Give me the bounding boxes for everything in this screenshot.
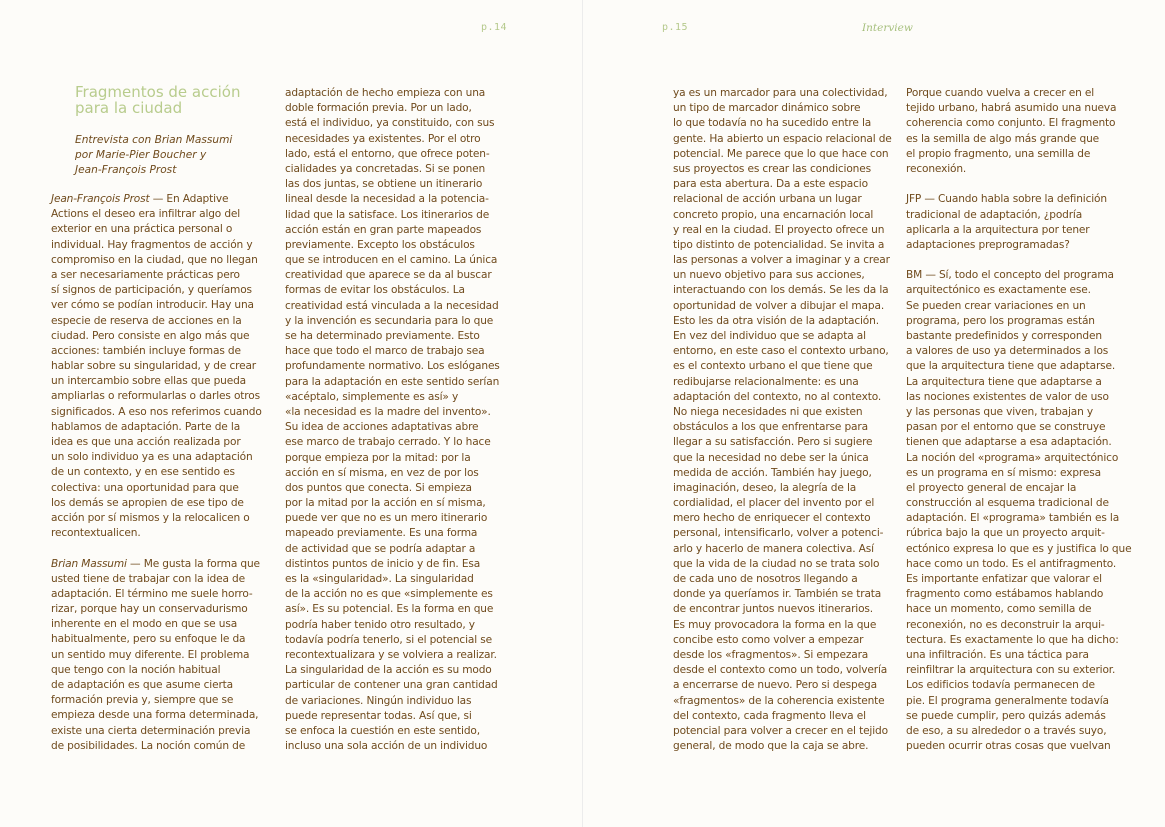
text-line: puede ver que no es un mero itinerario xyxy=(285,512,488,525)
text-line: rizar, porque hay un conservadurismo xyxy=(51,603,248,616)
text-line: formas de evitar los obstáculos. La xyxy=(285,284,465,297)
text-line: recontextualizara y se volviera a realizar. xyxy=(285,648,497,661)
text-line: usted tiene de trabajar con la idea de xyxy=(51,572,245,585)
text-line: llegar a su satisfacción. Pero si sugiere xyxy=(673,436,873,449)
text-line: a valores de uso ya determinados a los xyxy=(906,345,1109,358)
text-line: acción en sí misma, en vez de por los xyxy=(285,466,479,479)
text-column-2 xyxy=(285,86,500,754)
speaker-name: Brian Massumi xyxy=(51,557,127,570)
text-line: hace un momento, como semilla de xyxy=(906,603,1092,616)
text-line: sí signos de participación, y queríamos xyxy=(51,284,252,297)
text-line: recontextualicen. xyxy=(51,527,141,540)
text-line: desde el contexto como un todo, volvería xyxy=(673,664,888,677)
text-line: y real en la ciudad. El proyecto ofrece un xyxy=(673,223,885,236)
text-line: se puede cumplir, pero quizás además xyxy=(906,709,1106,722)
text-line: un tipo de marcador dinámico sobre xyxy=(673,102,861,115)
text-line: individual. Hay fragmentos de acción y xyxy=(51,238,253,251)
text-line: es un programa en sí mismo: expresa xyxy=(906,466,1101,479)
byline-line: por Marie-Pier Boucher y xyxy=(75,149,207,162)
text-column-3 xyxy=(673,86,892,754)
text-line: JFP — Cuando habla sobre la definición xyxy=(906,193,1107,206)
text-line: desde los «fragmentos». Si empezara xyxy=(673,648,869,661)
byline-line: Entrevista con Brian Massumi xyxy=(75,134,233,146)
text-line: un solo individuo ya es una adaptación xyxy=(51,451,253,464)
text-line: un nuevo objetivo para sus acciones, xyxy=(673,269,865,282)
article-title: Fragmentos de acción para la ciudad xyxy=(75,83,241,117)
text-line: previamente. Excepto los obstáculos xyxy=(285,238,475,251)
text-line: lo que todavía no ha sucedido entre la xyxy=(673,117,872,130)
text-column-4 xyxy=(906,86,1131,754)
text-line: formación previa y, siempre que se xyxy=(51,694,234,707)
text-line: rúbrica bajo la que un proyecto arquit- xyxy=(906,527,1105,540)
text-line: de eso, a su alrededor o a través suyo, xyxy=(906,724,1107,737)
text-line: mapeado previamente. Es una forma xyxy=(285,527,478,540)
text-line: que la necesidad no debe ser la única xyxy=(673,451,869,464)
text-line: adaptación de hecho empieza con una xyxy=(285,87,486,99)
text-line: creatividad está vinculada a la necesidad xyxy=(285,299,499,312)
text-line: dos puntos que conecta. Si empieza xyxy=(285,481,472,494)
page-gutter xyxy=(582,0,583,827)
text-line: redibujarse relacionalmente: es una xyxy=(673,375,859,388)
text-line: está el individuo, ya constituido, con sus xyxy=(285,117,495,130)
text-line: incluso una sola acción de un individuo xyxy=(285,740,488,753)
text-line: porque empieza por la mitad: por la xyxy=(285,451,471,464)
text-line: del contexto, cada fragmento lleva el xyxy=(673,709,866,722)
text-line: de cada uno de nosotros llegando a xyxy=(673,573,858,585)
text-line: todavía podría tenerlo, si el potencial se xyxy=(285,633,492,646)
text-line: podría haber tenido otro resultado, y xyxy=(285,618,475,631)
text-line: se enfoca la cuestión en este sentido, xyxy=(285,724,480,737)
text-line: especie de reserva de acciones en la xyxy=(51,314,242,327)
text-line: coherencia como conjunto. El fragmento xyxy=(906,117,1116,130)
text-line: de variaciones. Ningún individuo las xyxy=(285,694,472,707)
text-line: ampliarlas o reformularlas o darles otros xyxy=(51,390,260,403)
text-line: el propio fragmento, una semilla de xyxy=(906,147,1091,160)
text-line: de un contexto, y en ese sentido es xyxy=(51,466,235,479)
text-line: fragmento como estábamos hablando xyxy=(906,588,1104,601)
text-line: «acéptalo, simplemente es así» y xyxy=(285,390,459,403)
running-head: Interview xyxy=(862,22,913,34)
text-line: ese marco de trabajo cerrado. Y lo hace xyxy=(285,436,491,449)
text-line: pueden ocurrir otras cosas que vuelvan xyxy=(906,740,1111,753)
text-line: Se pueden crear variaciones en un xyxy=(906,299,1086,312)
text-line: habitualmente, pero su enfoque le da xyxy=(51,633,246,646)
text-line: a encerrarse de nuevo. Pero si despega xyxy=(673,679,877,692)
text-line: y las personas que viven, trabajan y xyxy=(906,405,1094,418)
text-line: reinfiltrar la arquitectura con su exterior. xyxy=(906,664,1116,677)
text-line: BM — Sí, todo el concepto del programa xyxy=(906,269,1114,282)
text-line: ya es un marcador para una colectividad, xyxy=(673,87,888,99)
text-line: de actividad que se podría adaptar a xyxy=(285,542,476,555)
text-line: un sentido muy diferente. El problema xyxy=(51,648,250,661)
text-line: idea es que una acción realizada por xyxy=(51,436,241,448)
text-line: cordialidad, el placer del invento por el xyxy=(673,497,875,510)
text-line: ver cómo se podían introducir. Hay una xyxy=(51,299,254,312)
text-line: empieza desde una forma determinada, xyxy=(51,709,259,722)
byline-line: Jean-François Prost xyxy=(75,164,177,177)
text-line: concreto propio, una encarnación local xyxy=(673,208,874,221)
text-line: «la necesidad es la madre del invento». xyxy=(285,405,491,418)
text-line: es la «singularidad». La singularidad xyxy=(285,573,474,585)
text-line: particular de contener una gran cantidad xyxy=(285,679,498,692)
text-line: bastante predefinidos y corresponden xyxy=(906,330,1102,342)
text-line: La singularidad de la acción es su modo xyxy=(285,664,492,677)
text-line: Actions el deseo era infiltrar algo del xyxy=(51,208,241,221)
text-line: es la semilla de algo más grande que xyxy=(906,132,1100,145)
text-line: inherente en el modo en que se usa xyxy=(51,618,238,631)
text-line: gente. Ha abierto un espacio relacional de xyxy=(673,132,892,145)
text-line: adaptaciones preprogramadas? xyxy=(906,238,1070,251)
text-line: un intercambio sobre ellas que pueda xyxy=(51,375,247,388)
text-line: ectónico expresa lo que es y justifica lo que xyxy=(906,542,1132,555)
text-line: doble formación previa. Por un lado, xyxy=(285,102,472,115)
text-line: acción por sí mismos y la relocalicen o xyxy=(51,511,250,524)
text-line xyxy=(51,541,262,556)
text-line: las dos juntas, se obtiene un itinerario xyxy=(285,178,483,191)
text-line: tipo distinto de potencialidad. Se invita a xyxy=(673,238,885,251)
text-line: Brian Massumi — Me gusta la forma que xyxy=(51,557,260,570)
text-line: Su idea de acciones adaptativas abre xyxy=(285,421,479,434)
text-line: aplicarla a la arquitectura por tener xyxy=(906,223,1090,236)
text-line: que la arquitectura tiene que adaptarse. xyxy=(906,360,1116,373)
text-line: así». Es su potencial. Es la forma en que xyxy=(285,603,494,616)
text-line: una infiltración. Es una táctica para xyxy=(906,648,1089,661)
folio-right: p.15 xyxy=(662,22,689,33)
speaker-name: Jean-François Prost xyxy=(51,193,150,205)
text-line: creatividad que aparece se da al buscar xyxy=(285,269,492,282)
text-line: las personas a volver a imaginar y a crear xyxy=(673,254,890,267)
text-line: necesidades ya existentes. Por el otro xyxy=(285,132,481,145)
text-line: arlo y hacerlo de manera colectiva. Así xyxy=(673,542,874,555)
folio-left: p.14 xyxy=(481,22,508,33)
text-line: oportunidad de volver a dibujar el mapa. xyxy=(673,299,885,312)
text-line: lidad que la satisface. Los itinerarios de xyxy=(285,208,490,221)
text-line: relacional de acción urbana un lugar xyxy=(673,193,862,206)
text-line: Es importante enfatizar que valorar el xyxy=(906,573,1102,585)
text-line: acciones: también incluye formas de xyxy=(51,344,241,357)
text-line: adaptación. El término me suele horro- xyxy=(51,587,253,600)
text-line: de posibilidades. La noción común de xyxy=(51,739,246,752)
byline xyxy=(75,133,275,179)
text-line: imaginación, deseo, la alegría de la xyxy=(673,481,857,494)
text-line: adaptación. El «programa» también es la xyxy=(906,512,1120,525)
text-line: entorno, en este caso el contexto urbano, xyxy=(673,345,889,358)
text-line xyxy=(906,253,1131,268)
text-line: de adaptación es que asume cierta xyxy=(51,679,234,691)
text-line xyxy=(906,177,1131,192)
text-line: se ha determinado previamente. Esto xyxy=(285,330,480,342)
text-line: sus proyectos es crear las condiciones xyxy=(673,162,871,175)
text-line: lado, está el entorno, que ofrece poten- xyxy=(285,147,490,160)
text-line: La noción del «programa» arquitectónico xyxy=(906,451,1119,464)
text-line: compromiso en la ciudad, que no llegan xyxy=(51,253,258,266)
text-line: hablamos de adaptación. Parte de la xyxy=(51,420,241,433)
text-line: para la adaptación en este sentido serían xyxy=(285,375,500,388)
text-line: tienen que adaptarse a esa adaptación. xyxy=(906,436,1112,449)
text-line: los demás se apropien de ese tipo de xyxy=(51,496,244,509)
text-line: potencial. Me parece que lo que hace con xyxy=(673,147,889,160)
text-line: En vez del individuo que se adapta al xyxy=(673,330,866,342)
text-line: que tengo con la noción habitual xyxy=(51,663,221,676)
text-line: colectiva: una oportunidad para que xyxy=(51,481,239,494)
text-line: el proyecto general de encajar la xyxy=(906,481,1077,494)
text-line: mero hecho de enriquecer el contexto xyxy=(673,512,871,525)
text-line: No niega necesidades ni que existen xyxy=(673,405,863,418)
text-line: Esto les da otra visión de la adaptación. xyxy=(673,314,879,327)
text-line: reconexión, no es deconstruir la arqui- xyxy=(906,618,1105,631)
text-line: acción están en gran parte mapeados xyxy=(285,223,482,236)
text-line: lineal desde la necesidad a la potencia- xyxy=(285,193,489,206)
text-line: «fragmentos» de la coherencia existente xyxy=(673,694,885,707)
text-line: las nociones existentes de valor de uso xyxy=(906,390,1109,403)
text-line: hablar sobre su singularidad, y de crear xyxy=(51,360,257,373)
text-line: arquitectónico es exactamente ese. xyxy=(906,284,1091,297)
text-line: hace que todo el marco de trabajo sea xyxy=(285,345,485,358)
text-line: Es muy provocadora la forma en la que xyxy=(673,618,877,631)
text-line: significados. A eso nos referimos cuando xyxy=(51,405,262,418)
text-line: y la invención es secundaria para lo que xyxy=(285,314,494,327)
text-line: pie. El programa generalmente todavía xyxy=(906,694,1109,707)
text-line: adaptación del contexto, no al contexto. xyxy=(673,390,882,403)
text-line: puede representar todas. Así que, si xyxy=(285,709,472,722)
text-line: medida de acción. También hay juego, xyxy=(673,466,872,479)
text-line: existe una cierta determinación previa xyxy=(51,724,251,737)
text-line: general, de modo que la caja se abre. xyxy=(673,740,869,753)
text-line: personal, intensificarlo, volver a potenci- xyxy=(673,527,884,540)
text-line: construcción al esquema tradicional de xyxy=(906,497,1109,510)
text-line: tejido urbano, habrá asumido una nueva xyxy=(906,102,1117,115)
text-line: para esta abertura. Da a este espacio xyxy=(673,178,868,191)
text-line: programa, pero los programas están xyxy=(906,314,1095,327)
text-line: Los edificios todavía permanecen de xyxy=(906,679,1095,692)
text-line: distintos puntos de inicio y de fin. Esa xyxy=(285,557,481,570)
text-line: tectura. Es exactamente lo que ha dicho: xyxy=(906,633,1119,646)
text-line: de encontrar juntos nuevos itinerarios. xyxy=(673,603,873,616)
text-line: pasan por el entorno que se construye xyxy=(906,421,1106,434)
text-line: La arquitectura tiene que adaptarse a xyxy=(906,375,1102,388)
text-line: exterior en una práctica personal o xyxy=(51,223,233,236)
text-line: que se introducen en el camino. La única xyxy=(285,254,498,267)
text-line: donde ya queríamos ir. También se trata xyxy=(673,588,882,601)
text-line: potencial para volver a crecer en el tejido xyxy=(673,724,888,737)
text-line: es el contexto urbano el que tiene que xyxy=(673,360,873,373)
text-line: por la mitad por la acción en sí misma, xyxy=(285,497,486,510)
text-line: Jean-François Prost — En Adaptive xyxy=(51,193,229,205)
text-line: reconexión. xyxy=(906,162,967,175)
text-line: ciudad. Pero consiste en algo más que xyxy=(51,329,250,342)
text-line: cialidades ya concretadas. Si se ponen xyxy=(285,162,486,175)
text-line: a ser necesariamente prácticas pero xyxy=(51,268,240,281)
text-column-1 xyxy=(51,192,262,754)
text-line: profundamente normativo. Los eslóganes xyxy=(285,360,500,373)
text-line: que la vida de la ciudad no se trata solo xyxy=(673,557,880,570)
text-line: concibe esto como volver a empezar xyxy=(673,633,864,646)
text-line: hace como un todo. Es el antifragmento. xyxy=(906,557,1117,570)
text-line: obstáculos a los que enfrentarse para xyxy=(673,421,868,434)
text-line: Porque cuando vuelva a crecer en el xyxy=(906,87,1095,99)
text-line: de la acción no es que «simplemente es xyxy=(285,588,493,601)
text-line: interactuando con los demás. Se les da la xyxy=(673,284,889,297)
text-line: tradicional de adaptación, ¿podría xyxy=(906,208,1083,221)
